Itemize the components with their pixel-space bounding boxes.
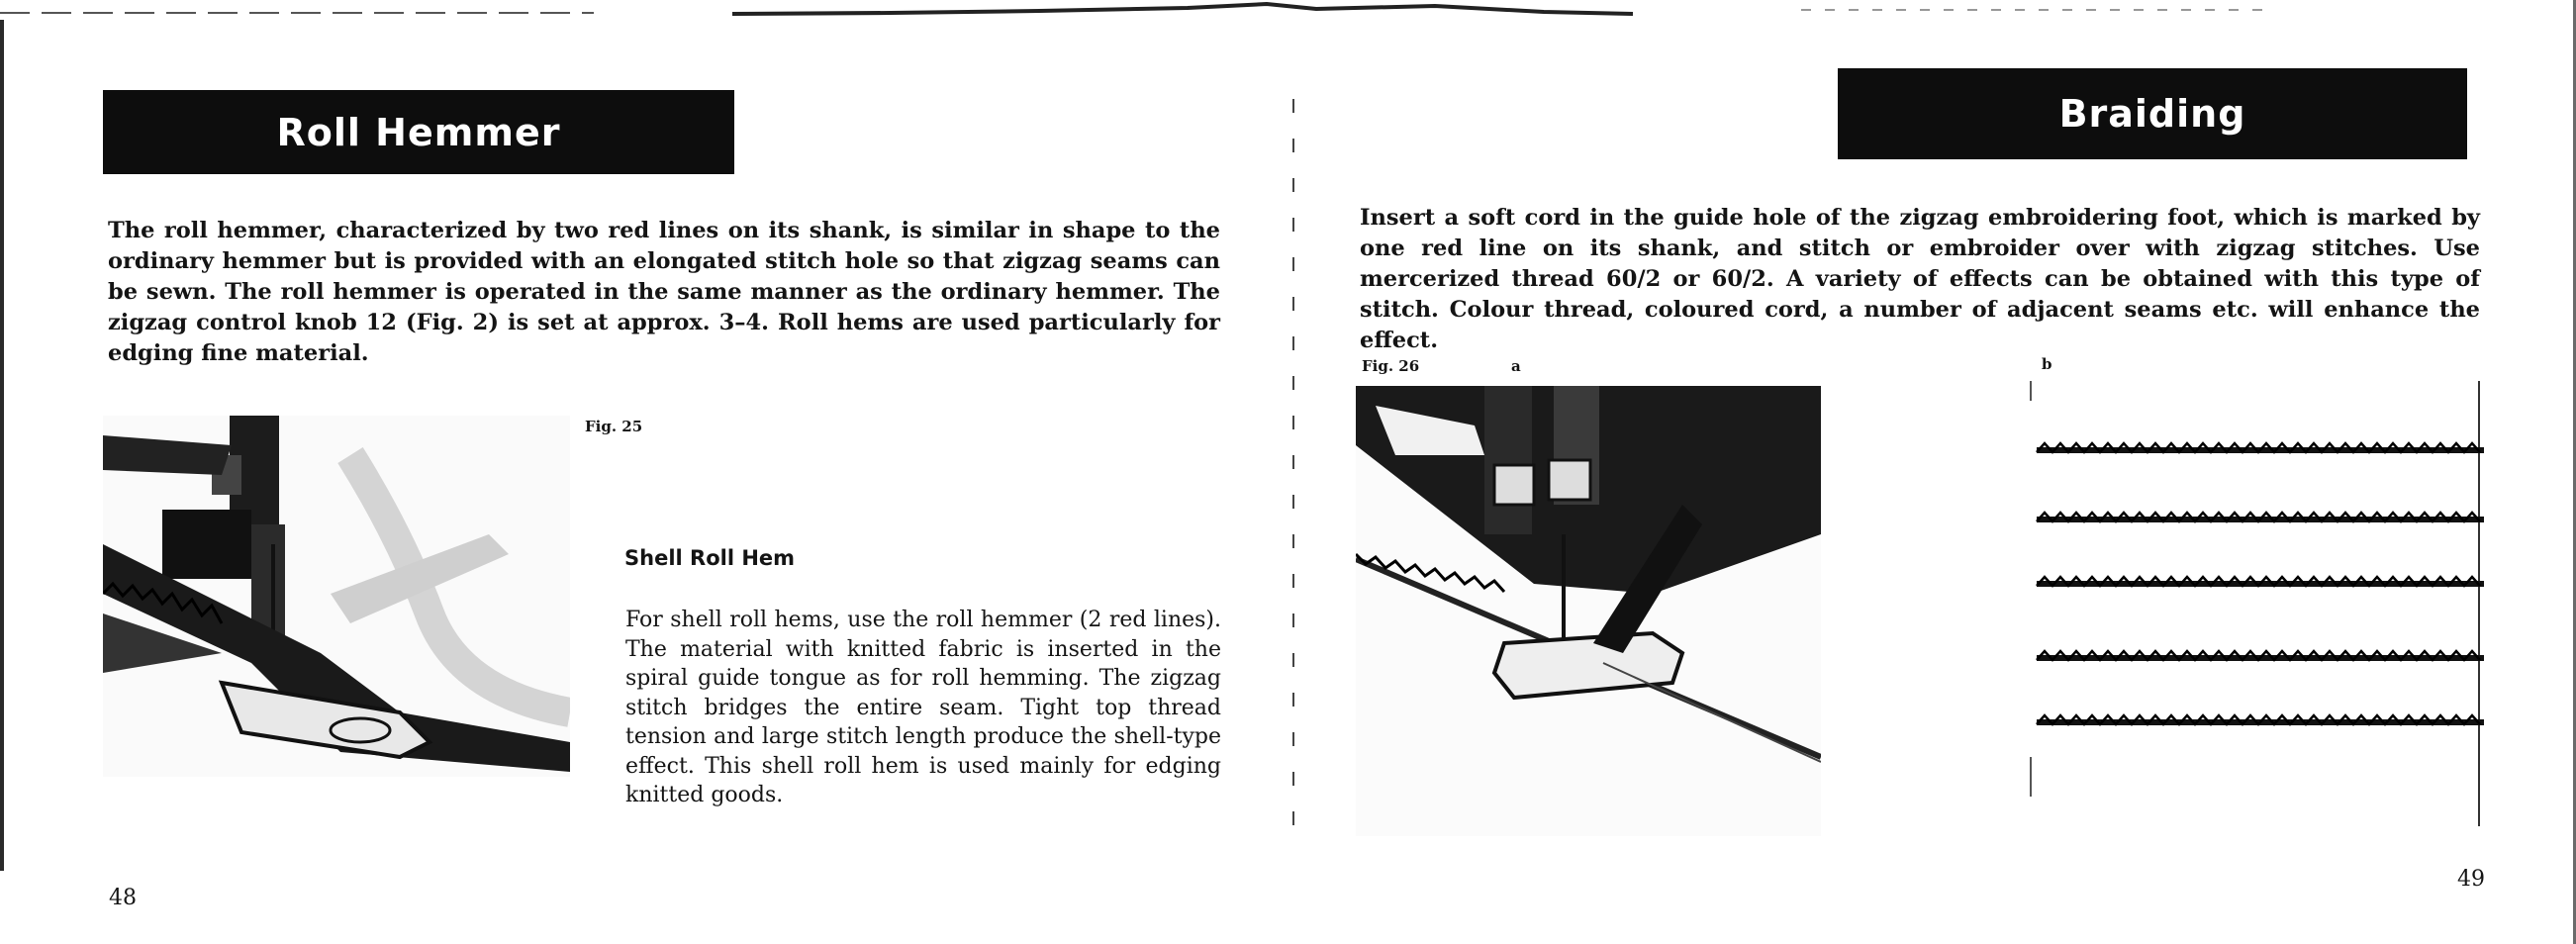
stitch-row	[2037, 715, 2484, 724]
stitch-row	[2037, 513, 2484, 521]
braiding-photo	[1356, 386, 1821, 836]
shell-roll-hem-text: For shell roll hems, use the roll hemmer (2 red lines). The material with knitted fabric is inserted in the spiral guide tongue as for roll hemming. The zigzag stitch bridges the entire seam. Tight top thread tension and large stitch length produce the shell-type effect. This shell roll hem is used mainly for edging knitted goods.	[625, 608, 1221, 807]
fig-25-label: Fig. 25	[585, 418, 643, 435]
shell-roll-hem-heading: Shell Roll Hem	[624, 546, 796, 570]
scan-edge-left	[0, 20, 4, 871]
braiding-body-text: Insert a soft cord in the guide hole of the zigzag embroidering foot, which is marked by one red line on its shank, and stitch or embroider over with zigzag stitches. Use mercerized thread 60/2 or 60/2. A variety of effects can be obtained with this type of stitch. Colour thread, coloured cord, a number of adjacent seams etc. will enhance the effect.	[1360, 205, 2480, 353]
braiding-title: Braiding	[1838, 68, 2467, 159]
scan-edge-top	[0, 0, 2576, 20]
page-number-right: 49	[2457, 867, 2485, 892]
page-gutter	[1292, 99, 1294, 831]
stitch-row	[2037, 443, 2484, 452]
roll-hemmer-photo	[103, 416, 570, 777]
stitch-row	[2037, 577, 2484, 586]
fig-26-part-a-label: a	[1511, 357, 1521, 375]
page-number-left: 48	[109, 886, 137, 910]
stitch-row	[2037, 651, 2484, 660]
roll-hemmer-body-text: The roll hemmer, characterized by two red lines on its shank, is similar in shape to the ordinary hemmer but is provided with an elongated stitch hole so that zigzag seams can be sewn. The roll hemmer is operated in the same manner as the ordinary hemmer. The zigzag control knob 12 (Fig. 2) is set at approx. 3–4. Roll hems are used particularly for edging fine material.	[108, 218, 1220, 366]
fig-26-part-b-label: b	[2042, 355, 2052, 373]
fig-26-label: Fig. 26	[1362, 357, 1420, 375]
braiding-stitch-samples	[2029, 381, 2494, 826]
roll-hemmer-title: Roll Hemmer	[103, 90, 734, 174]
